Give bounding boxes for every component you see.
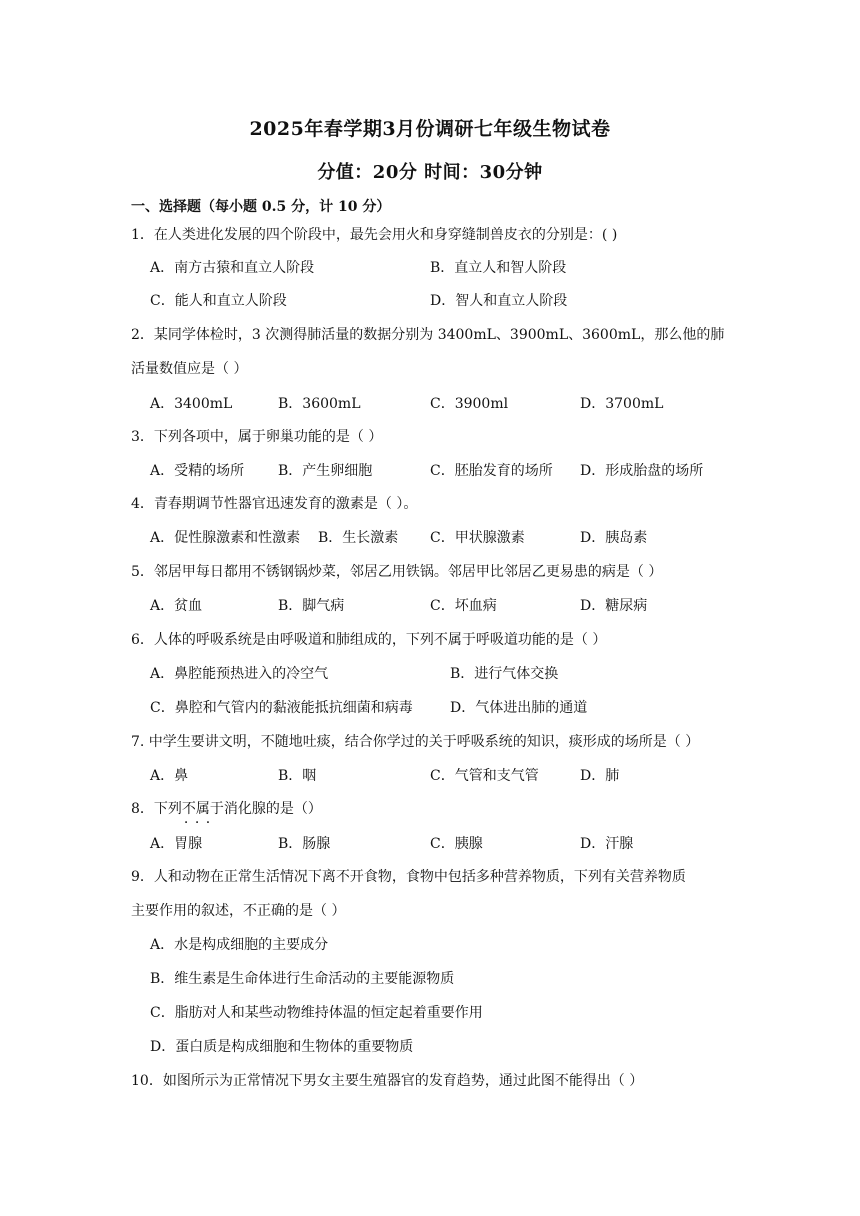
question-2-option-c: C．3900ml bbox=[430, 396, 509, 412]
question-7-option-a: A．鼻 bbox=[150, 768, 189, 784]
question-8-stem-prefix: 8．下列 bbox=[131, 801, 182, 817]
question-3-stem: 3．下列各项中，属于卵巢功能的是（ ） bbox=[131, 429, 383, 445]
question-4-option-a: A．促性腺激素和性激素 bbox=[150, 530, 301, 546]
question-6-option-c: C．鼻腔和气管内的黏液能抵抗细菌和病毒 bbox=[150, 700, 413, 716]
question-8-option-b: B．肠腺 bbox=[278, 836, 331, 852]
question-4-stem: 4．青春期调节性器官迅速发育的激素是（ ）。 bbox=[131, 496, 418, 512]
question-2-option-a: A．3400mL bbox=[150, 396, 233, 412]
question-10-stem: 10．如图所示为正常情况下男女主要生殖器官的发育趋势，通过此图不能得出（ ） bbox=[131, 1073, 644, 1089]
section-heading: 一、选择题（每小题 0.5 分，计 10 分） bbox=[131, 199, 391, 215]
question-6-option-d: D．气体进出肺的通道 bbox=[450, 700, 588, 716]
question-5-option-b: B．脚气病 bbox=[278, 598, 345, 614]
question-8-emphasis: 不属于 · · · bbox=[182, 799, 224, 819]
question-1-option-c: C．能人和直立人阶段 bbox=[150, 293, 287, 309]
question-3-option-a: A．受精的场所 bbox=[150, 463, 245, 479]
question-1-option-d: D．智人和直立人阶段 bbox=[430, 293, 568, 309]
question-1-option-b: B．直立人和智人阶段 bbox=[430, 260, 567, 276]
question-7-option-c: C．气管和支气管 bbox=[430, 768, 539, 784]
question-3-option-b: B．产生卵细胞 bbox=[278, 463, 373, 479]
page-title: 2025年春学期3月份调研七年级生物试卷 bbox=[249, 118, 611, 140]
question-6-stem: 6．人体的呼吸系统是由呼吸道和肺组成的，下列不属于呼吸道功能的是（ ） bbox=[131, 632, 607, 648]
question-2-option-d: D．3700mL bbox=[580, 396, 664, 412]
question-5-option-d: D．糖尿病 bbox=[580, 598, 648, 614]
question-8-stem bbox=[131, 799, 322, 819]
question-2-stem-line1: 2．某同学体检时，3 次测得肺活量的数据分别为 3400mL、3900mL、3600mL，那么他的肺 bbox=[131, 327, 725, 343]
question-6-option-b: B．进行气体交换 bbox=[450, 666, 559, 682]
question-4-option-b: B．生长激素 bbox=[318, 530, 399, 546]
question-9-option-c: C．脂肪对人和某些动物维持体温的恒定起着重要作用 bbox=[150, 1005, 483, 1021]
question-9-option-b: B．维生素是生命体进行生命活动的主要能源物质 bbox=[150, 971, 455, 987]
question-9-option-a: A．水是构成细胞的主要成分 bbox=[150, 937, 329, 953]
question-4-option-d: D．胰岛素 bbox=[580, 530, 648, 546]
question-8-option-c: C．胰腺 bbox=[430, 836, 483, 852]
question-1-option-a: A．南方古猿和直立人阶段 bbox=[150, 260, 315, 276]
question-5-option-a: A．贫血 bbox=[150, 598, 203, 614]
question-7-option-b: B．咽 bbox=[278, 768, 317, 784]
question-9-stem-line2: 主要作用的叙述，不正确的是（ ） bbox=[131, 903, 346, 919]
question-7-option-d: D．肺 bbox=[580, 768, 620, 784]
question-5-stem: 5．邻居甲每日都用不锈钢锅炒菜，邻居乙用铁锅。邻居甲比邻居乙更易患的病是（ ） bbox=[131, 564, 663, 580]
question-2-option-b: B．3600mL bbox=[278, 396, 361, 412]
page-subtitle: 分值：20分 时间：30分钟 bbox=[317, 162, 543, 183]
question-2-stem-line2: 活量数值应是（ ） bbox=[131, 361, 248, 377]
question-3-option-c: C．胚胎发育的场所 bbox=[430, 463, 553, 479]
question-9-option-d: D．蛋白质是构成细胞和生物体的重要物质 bbox=[150, 1039, 414, 1055]
question-8-option-d: D．汗腺 bbox=[580, 836, 634, 852]
question-4-option-c: C．甲状腺激素 bbox=[430, 530, 525, 546]
question-9-stem-line1: 9．人和动物在正常生活情况下离不开食物，食物中包括多种营养物质，下列有关营养物质 bbox=[131, 869, 686, 885]
question-3-option-d: D．形成胎盘的场所 bbox=[580, 463, 704, 479]
question-5-option-c: C．坏血病 bbox=[430, 598, 497, 614]
question-6-option-a: A．鼻腔能预热进入的冷空气 bbox=[150, 666, 329, 682]
question-7-stem: 7. 中学生要讲文明，不随地吐痰，结合你学过的关于呼吸系统的知识，痰形成的场所是（ ） bbox=[131, 734, 700, 750]
question-8-stem-suffix: 消化腺的是（） bbox=[223, 801, 322, 817]
question-1-stem: 1．在人类进化发展的四个阶段中，最先会用火和身穿缝制兽皮衣的分别是：( ) bbox=[131, 227, 618, 243]
question-8-option-a: A．胃腺 bbox=[150, 836, 203, 852]
